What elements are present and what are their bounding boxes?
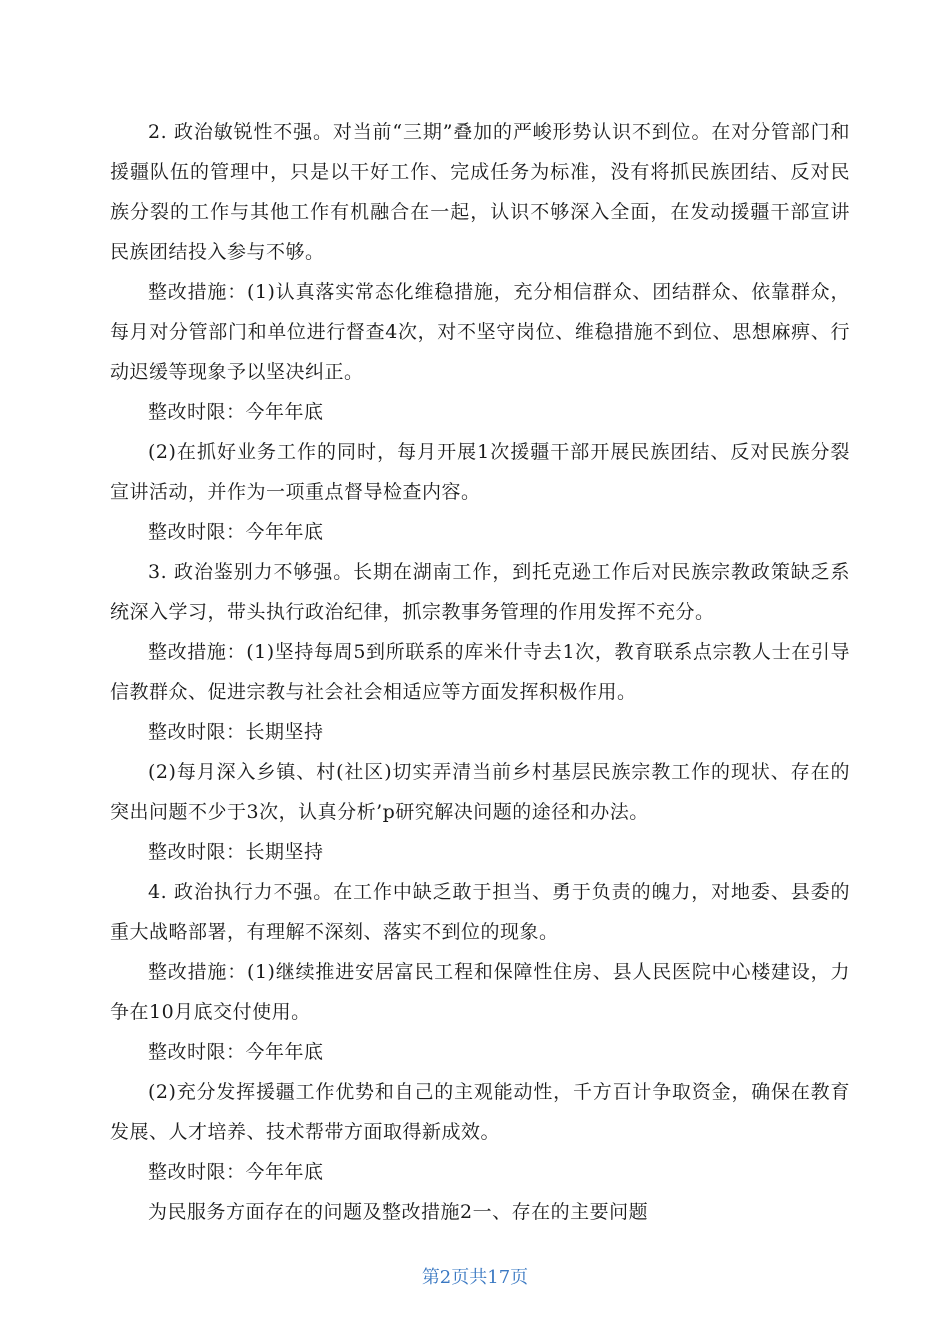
- paragraph: 整改时限：今年年底: [148, 521, 324, 543]
- paragraph: 整改时限：今年年底: [148, 401, 324, 423]
- paragraph: 整改时限：长期坚持: [148, 721, 324, 743]
- paragraph: 整改时限：今年年底: [148, 1161, 324, 1183]
- paragraph: 整改时限：今年年底: [148, 1041, 324, 1063]
- paragraph: 4. 政治执行力不强。在工作中缺乏敢于担当、勇于负责的魄力，对地委、县委的重大战略部署，有理解不深刻、落实不到位的现象。: [110, 881, 850, 943]
- paragraph: 整改措施：(1)继续推进安居富民工程和保障性住房、县人民医院中心楼建设，力争在10月底交付使用。: [110, 961, 850, 1023]
- paragraph: 整改措施：(1)认真落实常态化维稳措施，充分相信群众、团结群众、依靠群众，每月对分管部门和单位进行督查4次，对不坚守岗位、维稳措施不到位、思想麻痹、行动迟缓等现象予以坚决纠正。: [110, 281, 850, 383]
- document-body: [110, 112, 850, 1232]
- paragraph: (2)充分发挥援疆工作优势和自己的主观能动性，千方百计争取资金，确保在教育发展、人才培养、技术帮带方面取得新成效。: [110, 1081, 850, 1143]
- paragraph: (2)在抓好业务工作的同时，每月开展1次援疆干部开展民族团结、反对民族分裂宣讲活动，并作为一项重点督导检查内容。: [110, 441, 850, 503]
- paragraph: 2. 政治敏锐性不强。对当前“三期”叠加的严峻形势认识不到位。在对分管部门和援疆队伍的管理中，只是以干好工作、完成任务为标准，没有将抓民族团结、反对民族分裂的工作与其他工作有机融合在一起，认识不够深入全面，在发动援疆干部宣讲民族团结投入参与不够。: [110, 121, 850, 263]
- paragraph: (2)每月深入乡镇、村(社区)切实弄清当前乡村基层民族宗教工作的现状、存在的突出问题不少于3次，认真分析’p研究解决问题的途径和办法。: [110, 761, 850, 823]
- paragraph: 整改时限：长期坚持: [148, 841, 324, 863]
- paragraph: 为民服务方面存在的问题及整改措施2一、存在的主要问题: [148, 1201, 649, 1223]
- page-number-footer: 第2页共17页: [421, 1267, 529, 1288]
- paragraph: 3. 政治鉴别力不够强。长期在湖南工作，到托克逊工作后对民族宗教政策缺乏系统深入学习，带头执行政治纪律，抓宗教事务管理的作用发挥不充分。: [110, 561, 850, 623]
- paragraph: 整改措施：(1)坚持每周5到所联系的库米什寺去1次，教育联系点宗教人士在引导信教群众、促进宗教与社会社会相适应等方面发挥积极作用。: [110, 641, 850, 703]
